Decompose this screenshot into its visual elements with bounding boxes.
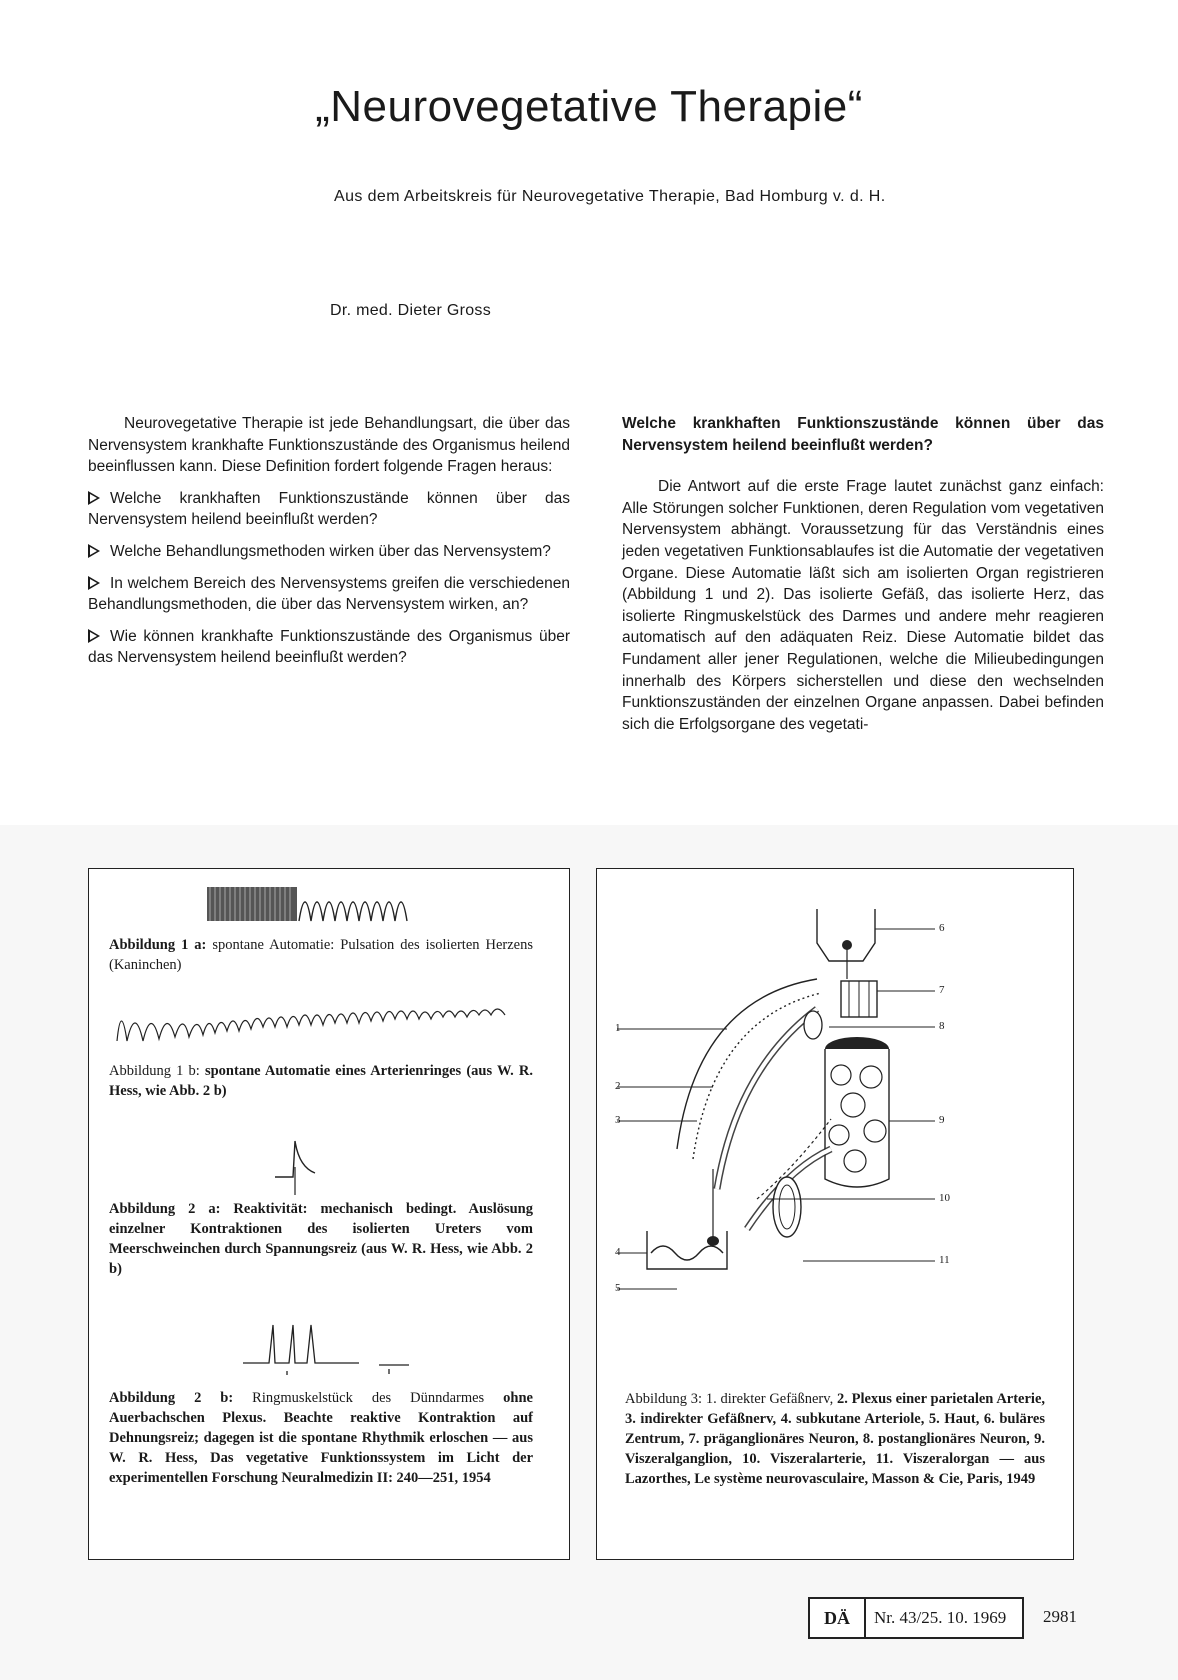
right-column <box>622 413 1104 735</box>
diagram-label-4: 4 <box>615 1246 621 1258</box>
fig2b-trace-image <box>239 1317 419 1377</box>
question-item: Wie können krankhafte Funktionszustände des Organismus über das Nervensystem heilend beeinflußt werden? <box>88 627 570 667</box>
triangle-bullet-icon <box>88 544 100 558</box>
fig1b-trace-image <box>113 997 513 1047</box>
section-heading: Welche krankhaften Funktionszustände können über das Nervensystem heilend beeinflußt werden? <box>622 415 1104 454</box>
question-item: In welchem Bereich des Nervensystems greifen die verschiedenen Behandlungsmethoden, die über das Nervensystem wirken, an? <box>88 574 570 614</box>
journal-abbrev: DÄ <box>810 1599 866 1637</box>
triangle-bullet-icon <box>88 629 100 643</box>
diagram-label-6: 6 <box>939 922 945 934</box>
section-body: Die Antwort auf die erste Frage lautet zunächst ganz einfach: Alle Störungen solcher Funktionen, deren Regulation vom vegetativen Nervensystem abhängt. Voraussetzung für das Verständnis eines jeden vegetativen Funktionsablaufes ist die Automatie der vegetativen Organe. Diese Automatie läßt sich am isolierten Organ registrieren (Abbildung 1 und 2). Das isolierte Gefäß, das isolierte Herz, das isolierte Ringmuskelstück des Darmes und andere mehr reagieren automatisch auf den adäquaten Reiz. Diese Automatie bildet das Fundament aller jener Regulationen, welche die Milieubedingungen innerhalb des Körpers sicherstellen und diese den wechselnden Funktionszuständen der einzelnen Organe anpassen. Dabei befinden sich die Erfolgsorgane des vegetati- <box>622 478 1104 733</box>
diagram-label-8: 8 <box>939 1020 945 1032</box>
article-author: Dr. med. Dieter Gross <box>330 302 492 319</box>
diagram-label-7: 7 <box>939 984 945 996</box>
issue-info: Nr. 43/25. 10. 1969 <box>874 1608 1007 1627</box>
fig1a-trace-image <box>207 881 427 925</box>
diagram-label-2: 2 <box>615 1080 621 1092</box>
diagram-label-11: 11 <box>939 1254 950 1266</box>
fig2a-trace-image <box>269 1137 339 1197</box>
fig2b-caption: Abbildung 2 b: Ringmuskelstück des Dünndarmes ohne Auerbachschen Plexus. Beachte reaktive Kontraktion auf Dehnungsreiz; dagegen ist die spontane Rhythmik erloschen — aus W. R. Hess, Das vegetative Funktionssystem im Licht der experimentellen Forschung Neuralmedizin II: 240—251, 1954 <box>109 1390 533 1486</box>
fig3-caption: Abbildung 3: 1. direkter Gefäßnerv, 2. Plexus einer parietalen Arterie, 3. indirekter Gefäßnerv, 4. subkutane Arteriole, 5. Haut, 6. buläres Zentrum, 7. präganglionäres Neuron, 8. postanglionäres Neuron, 9. Viszeralganglion, 10. Viszeralarterie, 11. Viszeralorgan — aus Lazorthes, Le système neurovasculaire, Masson & Cie, Paris, 1949 <box>625 1391 1046 1487</box>
journal-footer-box <box>808 1597 1024 1639</box>
diagram-label-5: 5 <box>615 1282 621 1294</box>
question-item: Welche krankhaften Funktionszustände können über das Nervensystem heilend beeinflußt werden? <box>88 489 570 529</box>
fig1b-caption: Abbildung 1 b: spontane Automatie eines Arterienringes (aus W. R. Hess, wie Abb. 2 b) <box>109 1063 534 1099</box>
triangle-bullet-icon <box>88 576 100 590</box>
article-title: „Neurovegetative Therapie“ <box>315 82 863 131</box>
fig2a-caption: Abbildung 2 a: Reaktivität: mechanisch bedingt. Auslösung einzelner Kontraktionen des isolierten Ureters vom Meerschweinchen durch Spannungsreiz (aus W. R. Hess, wie Abb. 2 b) <box>109 1201 533 1277</box>
fig1a-caption: Abbildung 1 a: spontane Automatie: Pulsation des isolierten Herzens (Kaninchen) <box>109 937 534 973</box>
figure-box-right <box>596 868 1074 1560</box>
intro-paragraph: Neurovegetative Therapie ist jede Behandlungsart, die über das Nervensystem krankhafte Funktionszustände des Organismus heilend beeinflussen kann. Diese Definition fordert folgende Fragen heraus: <box>88 415 570 476</box>
question-item: Welche Behandlungsmethoden wirken über das Nervensystem? <box>88 541 570 563</box>
diagram-label-10: 10 <box>939 1192 950 1204</box>
diagram-label-9: 9 <box>939 1114 945 1126</box>
diagram-label-1: 1 <box>615 1022 621 1034</box>
left-column <box>88 413 570 679</box>
diagram-label-3: 3 <box>615 1114 621 1126</box>
neurovascular-diagram-image <box>617 869 1037 1309</box>
page-number: 2981 <box>1043 1607 1077 1626</box>
triangle-bullet-icon <box>88 491 100 505</box>
article-subtitle: Aus dem Arbeitskreis für Neurovegetative Therapie, Bad Homburg v. d. H. <box>334 188 886 205</box>
figure-box-left <box>88 868 570 1560</box>
